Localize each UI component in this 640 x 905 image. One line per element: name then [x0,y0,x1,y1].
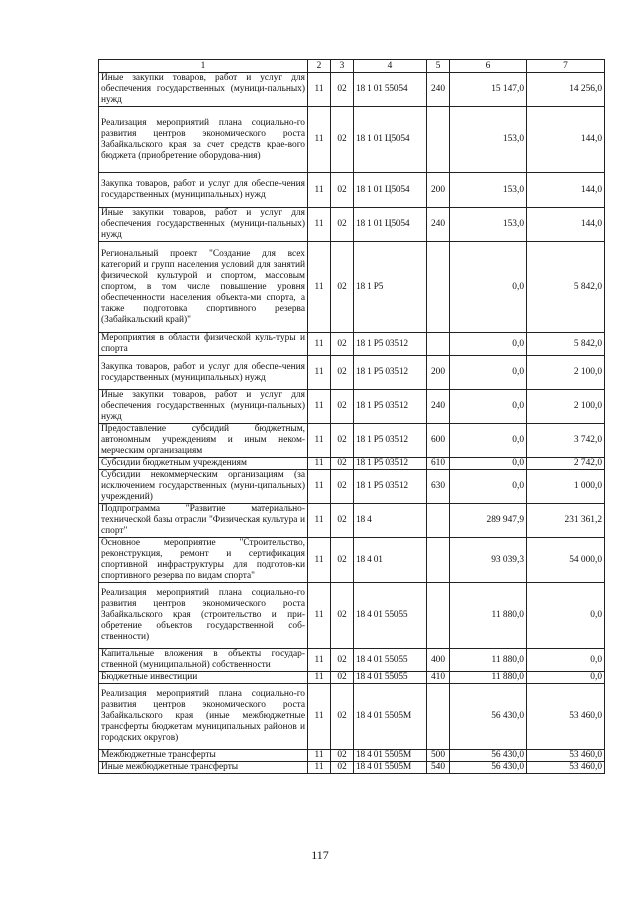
row-target-article: 18 4 [354,504,427,538]
row-name: Субсидии бюджетным учреждениям [99,458,308,470]
column-header-expense-type: 5 [427,60,450,73]
row-target-article: 18 4 01 5505M [354,684,427,750]
row-name: Межбюджетные трансферты [99,750,308,762]
row-target-article: 18 1 01 Ц5054 [354,107,427,173]
row-section: 11 [308,208,331,242]
row-name: Мероприятия в области физической куль-туры и спорта [99,333,308,356]
table-row [99,208,605,242]
row-subsection: 02 [331,356,354,390]
table-row [99,672,605,684]
row-expense-type: 540 [427,762,450,774]
table-row [99,73,605,107]
table-body [99,73,605,774]
row-subsection: 02 [331,504,354,538]
row-amount-year-2: 2 100,0 [527,356,605,390]
row-amount-year-1: 0,0 [450,424,527,458]
row-expense-type [427,333,450,356]
table-row [99,470,605,504]
row-name: Закупка товаров, работ и услуг для обеспе-чения государственных (муниципальных) нужд [99,173,308,208]
row-target-article: 18 1 01 Ц5054 [354,173,427,208]
row-amount-year-2: 0,0 [527,583,605,649]
row-amount-year-1: 56 430,0 [450,750,527,762]
row-amount-year-1: 11 880,0 [450,649,527,672]
row-expense-type: 200 [427,173,450,208]
row-target-article: 18 1 P5 03512 [354,356,427,390]
row-expense-type [427,107,450,173]
row-expense-type: 600 [427,424,450,458]
row-section: 11 [308,333,331,356]
row-target-article: 18 1 P5 03512 [354,424,427,458]
row-amount-year-1: 0,0 [450,458,527,470]
row-name: Основное мероприятие "Строительство, реконструкция, ремонт и сертификация спортивной инфраструктуры для подготов-ки спортивного резерва по видам спорта" [99,538,308,583]
row-subsection: 02 [331,583,354,649]
row-subsection: 02 [331,684,354,750]
table-row [99,458,605,470]
row-expense-type [427,504,450,538]
row-amount-year-1: 0,0 [450,333,527,356]
row-name: Бюджетные инвестиции [99,672,308,684]
row-amount-year-2: 144,0 [527,107,605,173]
row-amount-year-2: 53 460,0 [527,750,605,762]
table-row [99,356,605,390]
table-row [99,173,605,208]
row-name: Иные закупки товаров, работ и услуг для обеспечения государственных (муници-пальных) нужд [99,390,308,424]
row-name: Реализация мероприятий плана социально-го развития центров экономического роста Забайкальского края (строительство и при-обретение объектов государственной соб-ственности) [99,583,308,649]
row-section: 11 [308,470,331,504]
header-row [99,60,605,73]
column-header-section: 2 [308,60,331,73]
table-row [99,107,605,173]
row-expense-type: 240 [427,208,450,242]
row-amount-year-1: 153,0 [450,173,527,208]
row-subsection: 02 [331,173,354,208]
row-target-article: 18 1 01 55054 [354,73,427,107]
row-name: Иные межбюджетные трансферты [99,762,308,774]
row-amount-year-2: 5 842,0 [527,333,605,356]
row-subsection: 02 [331,107,354,173]
row-target-article: 18 4 01 55055 [354,583,427,649]
table-row [99,424,605,458]
row-amount-year-1: 153,0 [450,107,527,173]
table-row [99,649,605,672]
row-subsection: 02 [331,750,354,762]
row-amount-year-1: 93 039,3 [450,538,527,583]
row-section: 11 [308,424,331,458]
row-name: Подпрограмма "Развитие материально-технической базы отрасли "Физическая культура и спорт" [99,504,308,538]
row-target-article: 18 4 01 55055 [354,672,427,684]
row-name: Иные закупки товаров, работ и услуг для обеспечения государственных (муници-пальных) нужд [99,73,308,107]
row-target-article: 18 4 01 55055 [354,649,427,672]
row-target-article: 18 1 P5 03512 [354,333,427,356]
table-row [99,762,605,774]
row-subsection: 02 [331,470,354,504]
row-section: 11 [308,504,331,538]
row-target-article: 18 1 01 Ц5054 [354,208,427,242]
row-subsection: 02 [331,333,354,356]
row-amount-year-2: 144,0 [527,173,605,208]
row-name: Региональный проект "Создание для всех категорий и групп населения условий для занятий физической культурой и спортом, массовым спортом, в том числе повышение уровня обеспеченности населения объекта-ми спорта, а также подготовка спортивного резерва (Забайкальский край)" [99,242,308,333]
row-amount-year-2: 2 100,0 [527,390,605,424]
row-amount-year-1: 56 430,0 [450,762,527,774]
row-section: 11 [308,458,331,470]
row-target-article: 18 1 P5 03512 [354,390,427,424]
row-section: 11 [308,762,331,774]
table-row [99,684,605,750]
budget-table [98,59,605,774]
row-subsection: 02 [331,672,354,684]
row-target-article: 18 1 P5 03512 [354,470,427,504]
row-section: 11 [308,538,331,583]
row-expense-type: 240 [427,390,450,424]
row-amount-year-1: 289 947,9 [450,504,527,538]
row-name: Реализация мероприятий плана социально-го развития центров экономического роста Забайкальского края (иные межбюджетные трансферты бюджетам муниципальных районов и городских округов) [99,684,308,750]
row-target-article: 18 4 01 5505M [354,750,427,762]
row-section: 11 [308,107,331,173]
row-amount-year-1: 153,0 [450,208,527,242]
table-row [99,242,605,333]
row-target-article: 18 4 01 [354,538,427,583]
row-expense-type: 610 [427,458,450,470]
row-amount-year-1: 0,0 [450,470,527,504]
row-section: 11 [308,73,331,107]
row-expense-type: 410 [427,672,450,684]
column-header-name: 1 [99,60,308,73]
row-subsection: 02 [331,538,354,583]
row-amount-year-2: 14 256,0 [527,73,605,107]
column-header-amount-year-2: 7 [527,60,605,73]
row-amount-year-1: 15 147,0 [450,73,527,107]
row-expense-type [427,538,450,583]
row-expense-type [427,684,450,750]
row-expense-type [427,583,450,649]
table-row [99,504,605,538]
row-expense-type: 630 [427,470,450,504]
column-header-amount-year-1: 6 [450,60,527,73]
row-expense-type: 400 [427,649,450,672]
row-section: 11 [308,750,331,762]
row-amount-year-2: 2 742,0 [527,458,605,470]
row-name: Иные закупки товаров, работ и услуг для обеспечения государственных (муници-пальных) нужд [99,208,308,242]
column-header-target-article: 4 [354,60,427,73]
row-name: Закупка товаров, работ и услуг для обеспе-чения государственных (муниципальных) нужд [99,356,308,390]
row-section: 11 [308,173,331,208]
row-name: Предоставление субсидий бюджетным, автономным учреждениям и иным неком-мерческим организациям [99,424,308,458]
row-amount-year-2: 5 842,0 [527,242,605,333]
row-amount-year-2: 54 000,0 [527,538,605,583]
row-amount-year-2: 231 361,2 [527,504,605,538]
row-amount-year-2: 0,0 [527,649,605,672]
row-amount-year-1: 0,0 [450,390,527,424]
row-section: 11 [308,356,331,390]
table-row [99,390,605,424]
table-row [99,538,605,583]
row-expense-type: 200 [427,356,450,390]
row-name: Капитальные вложения в объекты государ-ственной (муниципальной) собственности [99,649,308,672]
row-subsection: 02 [331,762,354,774]
row-subsection: 02 [331,242,354,333]
table-row [99,333,605,356]
column-header-subsection: 3 [331,60,354,73]
row-amount-year-1: 11 880,0 [450,583,527,649]
row-amount-year-2: 53 460,0 [527,684,605,750]
row-amount-year-2: 53 460,0 [527,762,605,774]
row-amount-year-2: 1 000,0 [527,470,605,504]
row-section: 11 [308,583,331,649]
row-section: 11 [308,242,331,333]
row-subsection: 02 [331,649,354,672]
row-expense-type: 240 [427,73,450,107]
row-amount-year-1: 56 430,0 [450,684,527,750]
table-row [99,583,605,649]
row-expense-type: 500 [427,750,450,762]
row-subsection: 02 [331,458,354,470]
row-subsection: 02 [331,208,354,242]
row-amount-year-1: 11 880,0 [450,672,527,684]
row-amount-year-1: 0,0 [450,242,527,333]
row-amount-year-2: 3 742,0 [527,424,605,458]
row-amount-year-2: 144,0 [527,208,605,242]
page-number: 117 [311,848,329,862]
row-section: 11 [308,684,331,750]
row-name: Реализация мероприятий плана социально-го развития центров экономического роста Забайкальского края за счет средств крае-вого бюджета (приобретение оборудова-ния) [99,107,308,173]
row-subsection: 02 [331,73,354,107]
row-target-article: 18 1 P5 03512 [354,458,427,470]
row-section: 11 [308,649,331,672]
row-name: Субсидии некоммерческим организациям (за исключением государственных (муни-ципальных) учреждений) [99,470,308,504]
row-section: 11 [308,672,331,684]
row-subsection: 02 [331,424,354,458]
table-row [99,750,605,762]
row-expense-type [427,242,450,333]
row-target-article: 18 4 01 5505M [354,762,427,774]
row-amount-year-1: 0,0 [450,356,527,390]
row-section: 11 [308,390,331,424]
row-target-article: 18 1 P5 [354,242,427,333]
row-subsection: 02 [331,390,354,424]
row-amount-year-2: 0,0 [527,672,605,684]
